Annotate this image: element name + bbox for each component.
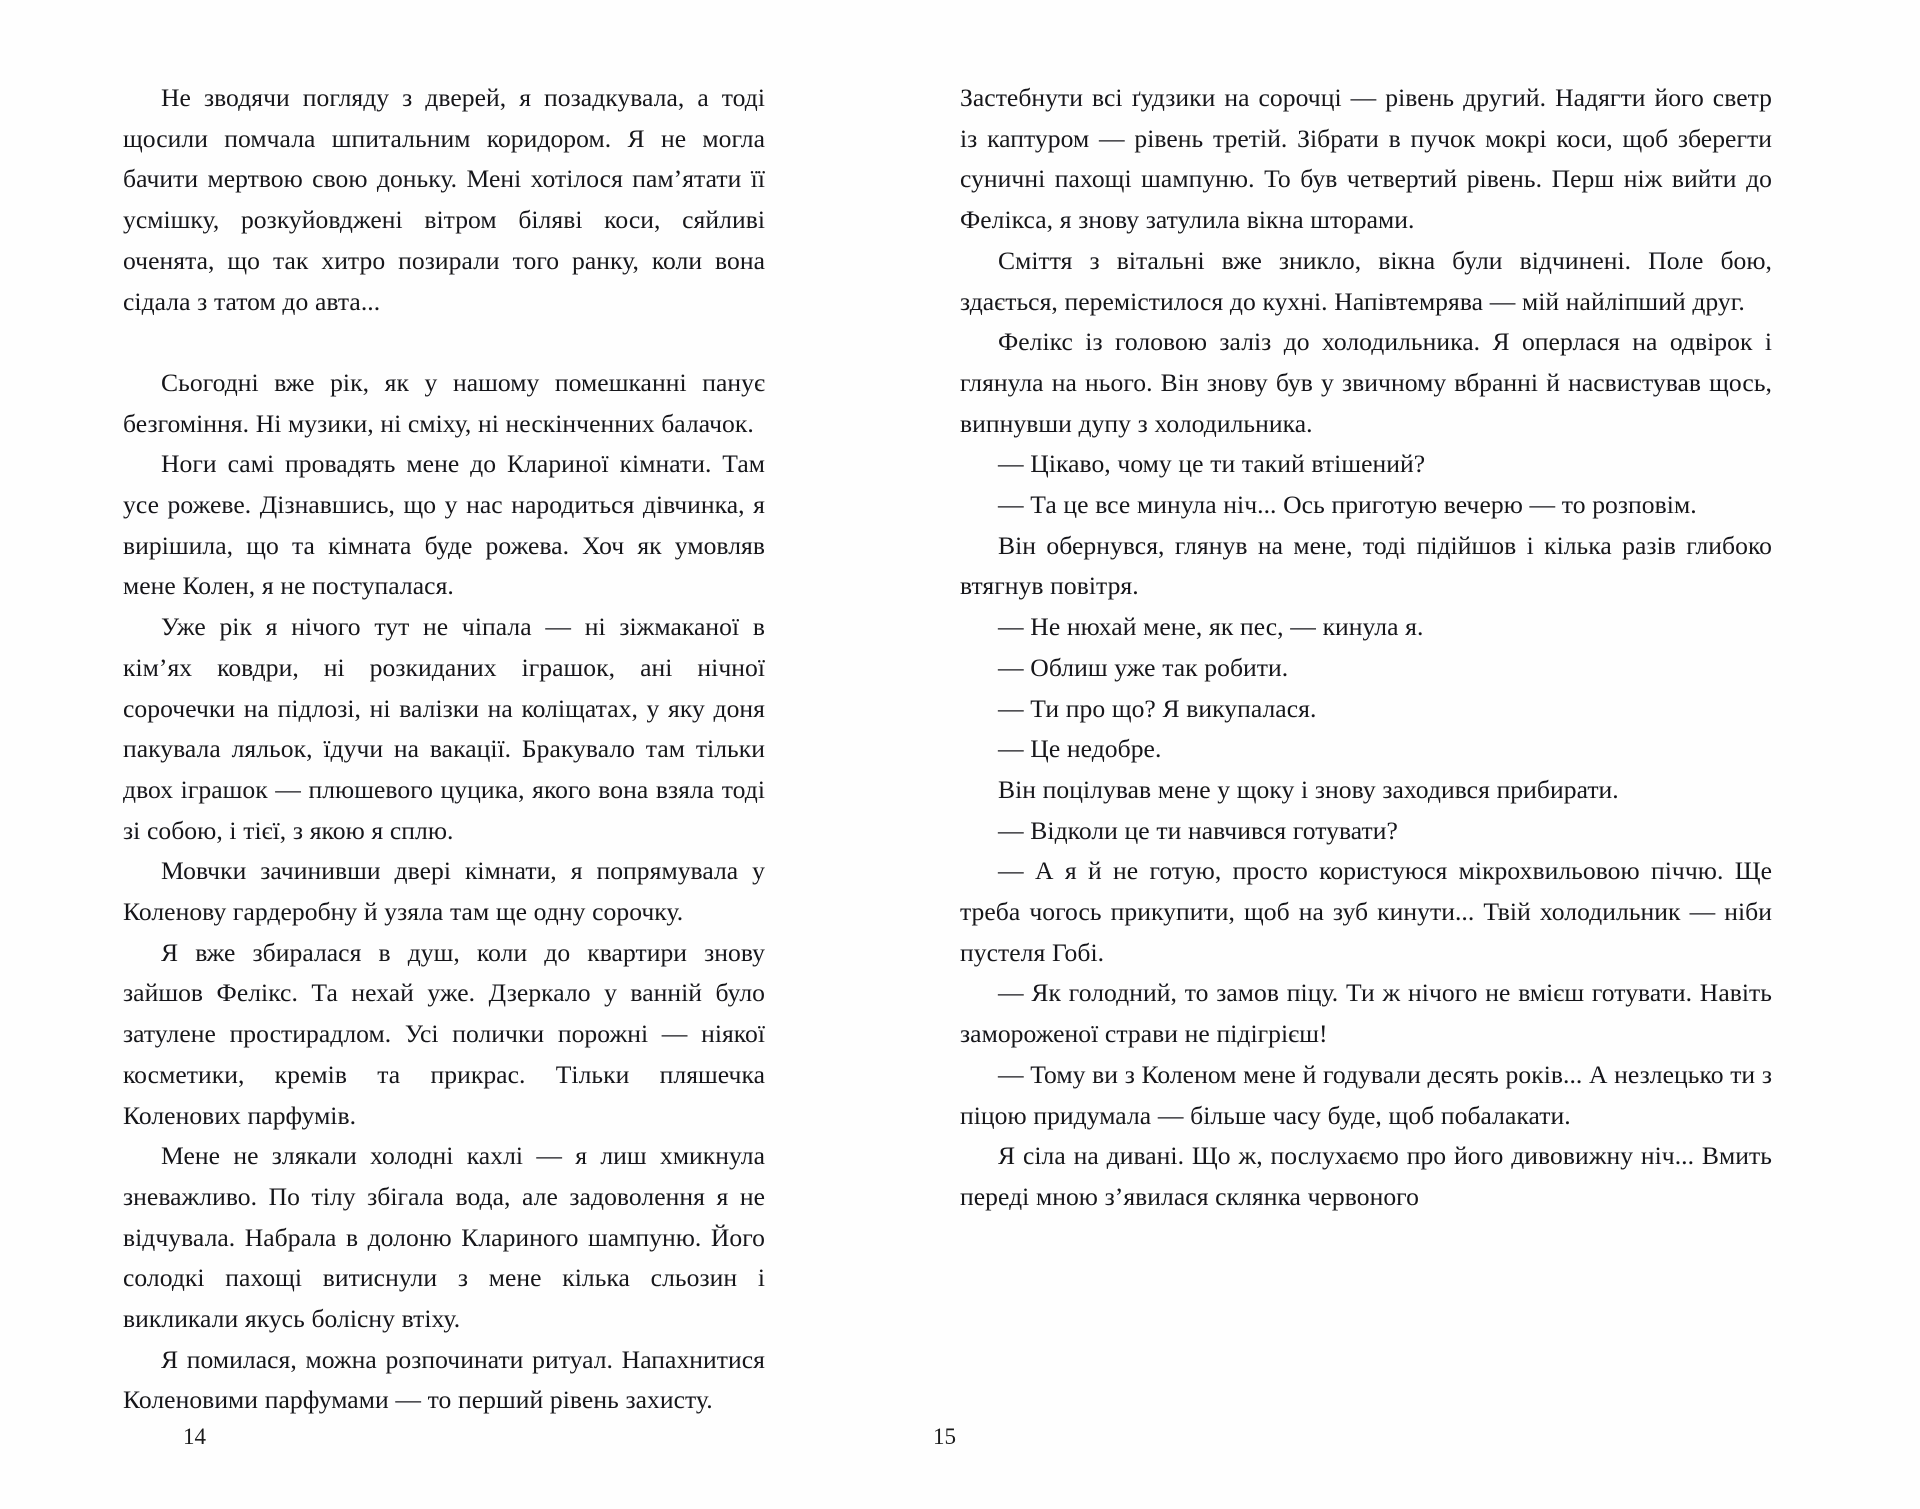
left-page-paragraph: Не зводячи погляду з дверей, я позадкувала, а тоді щосили помчала шпитальним коридором. Я не могла бачити мертвою свою доньку. Мені хотілося пам’ятати її усмішку, розкуйовджені вітром біляві коси, сяйливі оченята, що так хитро позирали того ранку, коли вона сідала з татом до авта... <box>123 83 765 316</box>
left-page-paragraph: Я вже збиралася в душ, коли до квартири знову зайшов Фелікс. Та нехай уже. Дзеркало у ванній було затулене простирадлом. Усі полички порожні — ніякої косметики, кремів та прикрас. Тільки пляшечка Коленових парфумів. <box>123 937 765 1130</box>
left-page <box>0 78 960 1421</box>
right-page-paragraph: Я сіла на дивані. Що ж, послухаємо про його дивовижну ніч... Вмить переді мною з’явилася склянка червоного <box>960 1141 1772 1211</box>
right-page-paragraph: — А я й не готую, просто користуюся мікрохвильовою піччю. Ще треба чогось прикупити, щоб на зуб кинути... Твій холодильник — ніби пустеля Гобі. <box>960 856 1772 967</box>
right-page <box>960 78 1920 1218</box>
right-page-paragraph: Він обернувся, глянув на мене, тоді підійшов і кілька разів глибоко втягнув повітря. <box>960 530 1772 601</box>
left-page-paragraph: Уже рік я нічого тут не чіпала — ні зіжмаканої в кім’ях ковдри, ні розкиданих іграшок, ані нічної сорочечки на підлозі, ні валізки на коліщатах, у яку доня пакувала ляльок, їдучи на вакації. Бракувало там тільки двох іграшок — плюшевого цуцика, якого вона взяла тоді зі собою, і тієї, з якою я сплю. <box>123 612 765 845</box>
right-page-paragraph: — Облиш уже так робити. <box>998 652 1289 682</box>
left-page-paragraph: Мене не злякали холодні кахлі — я лиш хмикнула зневажливо. По тілу збігала вода, але задоволення я не відчувала. Набрала в долоню Клариного шампуню. Його солодкі пахощі витиснули з мене кілька сльозин і викликали якусь болісну втіху. <box>123 1141 765 1334</box>
left-page-paragraph: Сьогодні вже рік, як у нашому помешканні панує безгоміння. Ні музики, ні сміху, ні нескінченних балачок. <box>123 367 765 438</box>
right-page-paragraph: — Це недобре. <box>998 734 1162 764</box>
page-number-left: 14 <box>183 1424 206 1449</box>
right-page-paragraph: Застебнути всі ґудзики на сорочці — рівень другий. Надягти його светр із каптуром — рівень третій. Зібрати в пучок мокрі коси, щоб зберегти суничні пахощі шампуню. То був четвертий рівень. Перш ніж вийти до Фелікса, я знову затулила вікна шторами. <box>960 83 1772 235</box>
left-page-paragraph: Мовчки зачинивши двері кімнати, я попрямувала у Коленову гардеробну й узяла там ще одну сорочку. <box>123 856 765 927</box>
right-page-paragraph: — Відколи це ти навчився готувати? <box>998 815 1398 845</box>
right-page-paragraph: — Тому ви з Коленом мене й годували десять років... А незлецько ти з піцою придумала — більше часу буде, щоб побалакати. <box>960 1059 1772 1130</box>
right-page-paragraph: Сміття з вітальні вже зникло, вікна були відчинені. Поле бою, здається, перемістилося до кухні. Напівтемрява — мій найліпший друг. <box>960 245 1772 316</box>
page-number-right: 15 <box>933 1424 956 1449</box>
right-page-paragraph: — Як голодний, то замов піцу. Ти ж нічого не вмієш готувати. Навіть замороженої страви не підігрієш! <box>960 978 1772 1049</box>
right-page-text-body <box>960 78 1772 1218</box>
left-page-paragraph: Ноги самі провадять мене до Клариної кімнати. Там усе рожеве. Дізнавшись, що у нас народиться дівчинка, я вирішила, що та кімната буде рожева. Хоч як умовляв мене Колен, я не поступалася. <box>123 449 765 601</box>
right-page-paragraph: — Не нюхай мене, як пес, — кинула я. <box>998 612 1424 642</box>
page-columns <box>0 78 1920 1415</box>
left-page-paragraph: Я помилася, можна розпочинати ритуал. Напахнитися Коленовими парфумами — то перший рівень захисту. <box>123 1344 765 1415</box>
right-page-paragraph: — Та це все минула ніч... Ось приготую вечерю — то розповім. <box>998 490 1697 520</box>
left-page-text-body <box>123 78 765 1421</box>
right-page-paragraph: Він поцілував мене у щоку і знову заходився прибирати. <box>998 774 1619 804</box>
right-page-paragraph: — Цікаво, чому це ти такий втішений? <box>998 449 1426 479</box>
right-page-paragraph: Фелікс із головою заліз до холодильника. Я оперлася на одвірок і глянула на нього. Він знову був у звичному вбранні й насвистував щось, випнувши дупу з холодильника. <box>960 327 1772 438</box>
right-page-paragraph: — Ти про що? Я викупалася. <box>998 693 1317 723</box>
